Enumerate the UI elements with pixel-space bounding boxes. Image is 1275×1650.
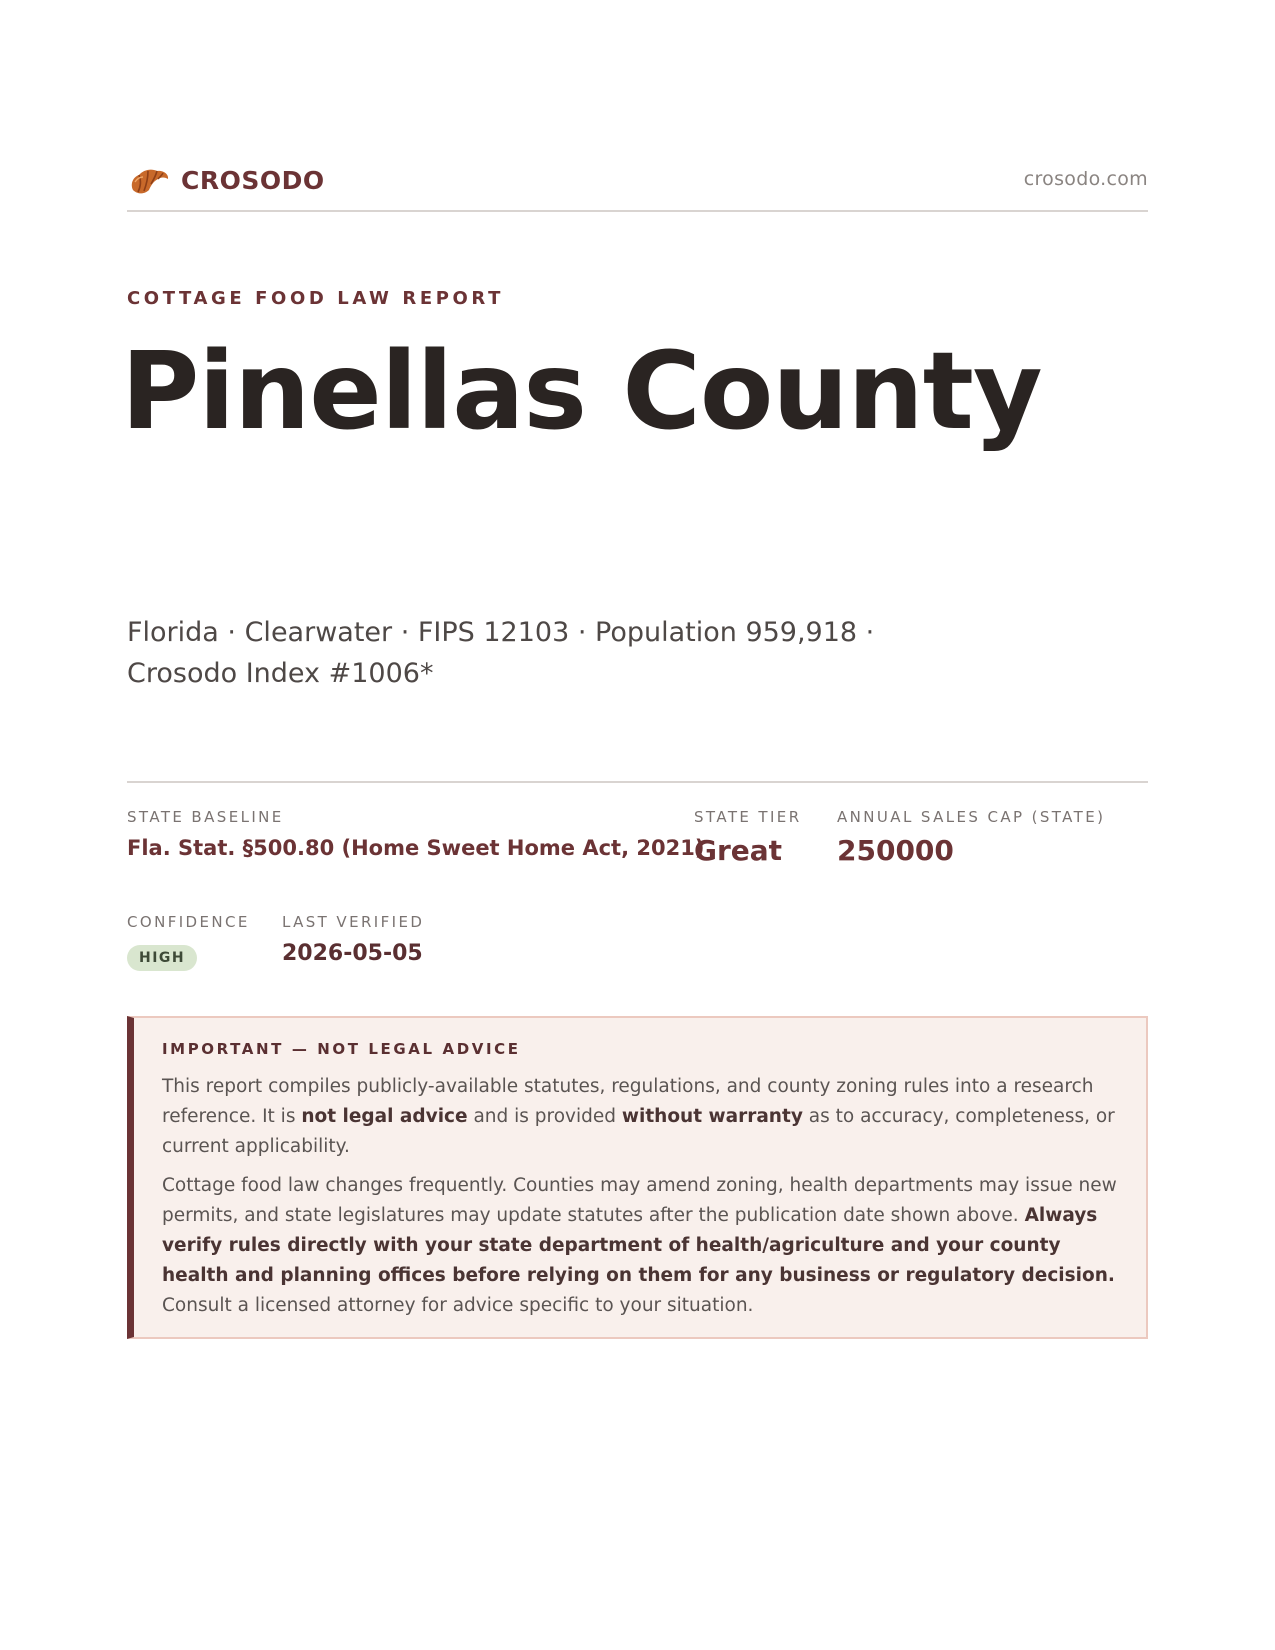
county-meta-line-1: Florida · Clearwater · FIPS 12103 · Population 959,918 · [127, 617, 875, 648]
stat-label: STATE TIER [694, 808, 802, 826]
confidence-badge: HIGH [127, 945, 197, 971]
disclaimer-text: as to accuracy, completeness, or current applicability. [162, 1106, 1115, 1157]
disclaimer-emphasis: not legal advice [301, 1106, 468, 1127]
stat-state-baseline [127, 808, 704, 860]
croissant-icon [127, 160, 171, 200]
disclaimer-paragraph [162, 1171, 1120, 1321]
stat-value: Fla. Stat. §500.80 (Home Sweet Home Act, 2021) [127, 836, 705, 860]
disclaimer-paragraph [162, 1072, 1120, 1162]
stat-last-verified [282, 913, 424, 966]
disclaimer-text: This report compiles publicly-available statutes, regulations, and county zoning rules into a research reference. It is [162, 1076, 1094, 1127]
legal-disclaimer [127, 1016, 1148, 1339]
report-page [121, 0, 1148, 1650]
stat-state-tier [694, 808, 802, 867]
site-url[interactable]: crosodo.com [1023, 168, 1148, 190]
disclaimer-text: Cottage food law changes frequently. Counties may amend zoning, health departments may issue new permits, and state legislatures may update statutes after the publication date shown above. [162, 1175, 1117, 1226]
stat-label: STATE BASELINE [127, 808, 284, 826]
stat-value: 2026-05-05 [282, 941, 423, 966]
disclaimer-title: IMPORTANT — NOT LEGAL ADVICE [162, 1040, 521, 1058]
stat-label: CONFIDENCE [127, 913, 250, 931]
disclaimer-text: and is provided [467, 1106, 622, 1127]
stat-value: 250000 [837, 834, 954, 867]
stat-confidence [127, 913, 250, 971]
stat-label: LAST VERIFIED [282, 913, 425, 931]
brand-name: CROSODO [181, 165, 325, 195]
stat-label: ANNUAL SALES CAP (STATE) [837, 808, 1106, 826]
disclaimer-text: Consult a licensed attorney for advice specific to your situation. [162, 1295, 754, 1316]
disclaimer-emphasis: Always verify rules directly with your state department of health/agriculture and your county health and planning offices before relying on them for any business or regulatory decision. [162, 1205, 1115, 1286]
disclaimer-emphasis: without warranty [621, 1106, 803, 1127]
section-divider [127, 781, 1148, 783]
stat-annual-sales-cap [837, 808, 1105, 867]
page-title: Pinellas County [121, 330, 1042, 454]
report-eyebrow: COTTAGE FOOD LAW REPORT [127, 288, 504, 309]
county-meta [127, 612, 1027, 694]
page-header [127, 158, 1148, 212]
county-meta-line-2: Crosodo Index #1006* [127, 658, 434, 689]
brand [127, 160, 325, 200]
stat-value: Great [694, 834, 783, 867]
